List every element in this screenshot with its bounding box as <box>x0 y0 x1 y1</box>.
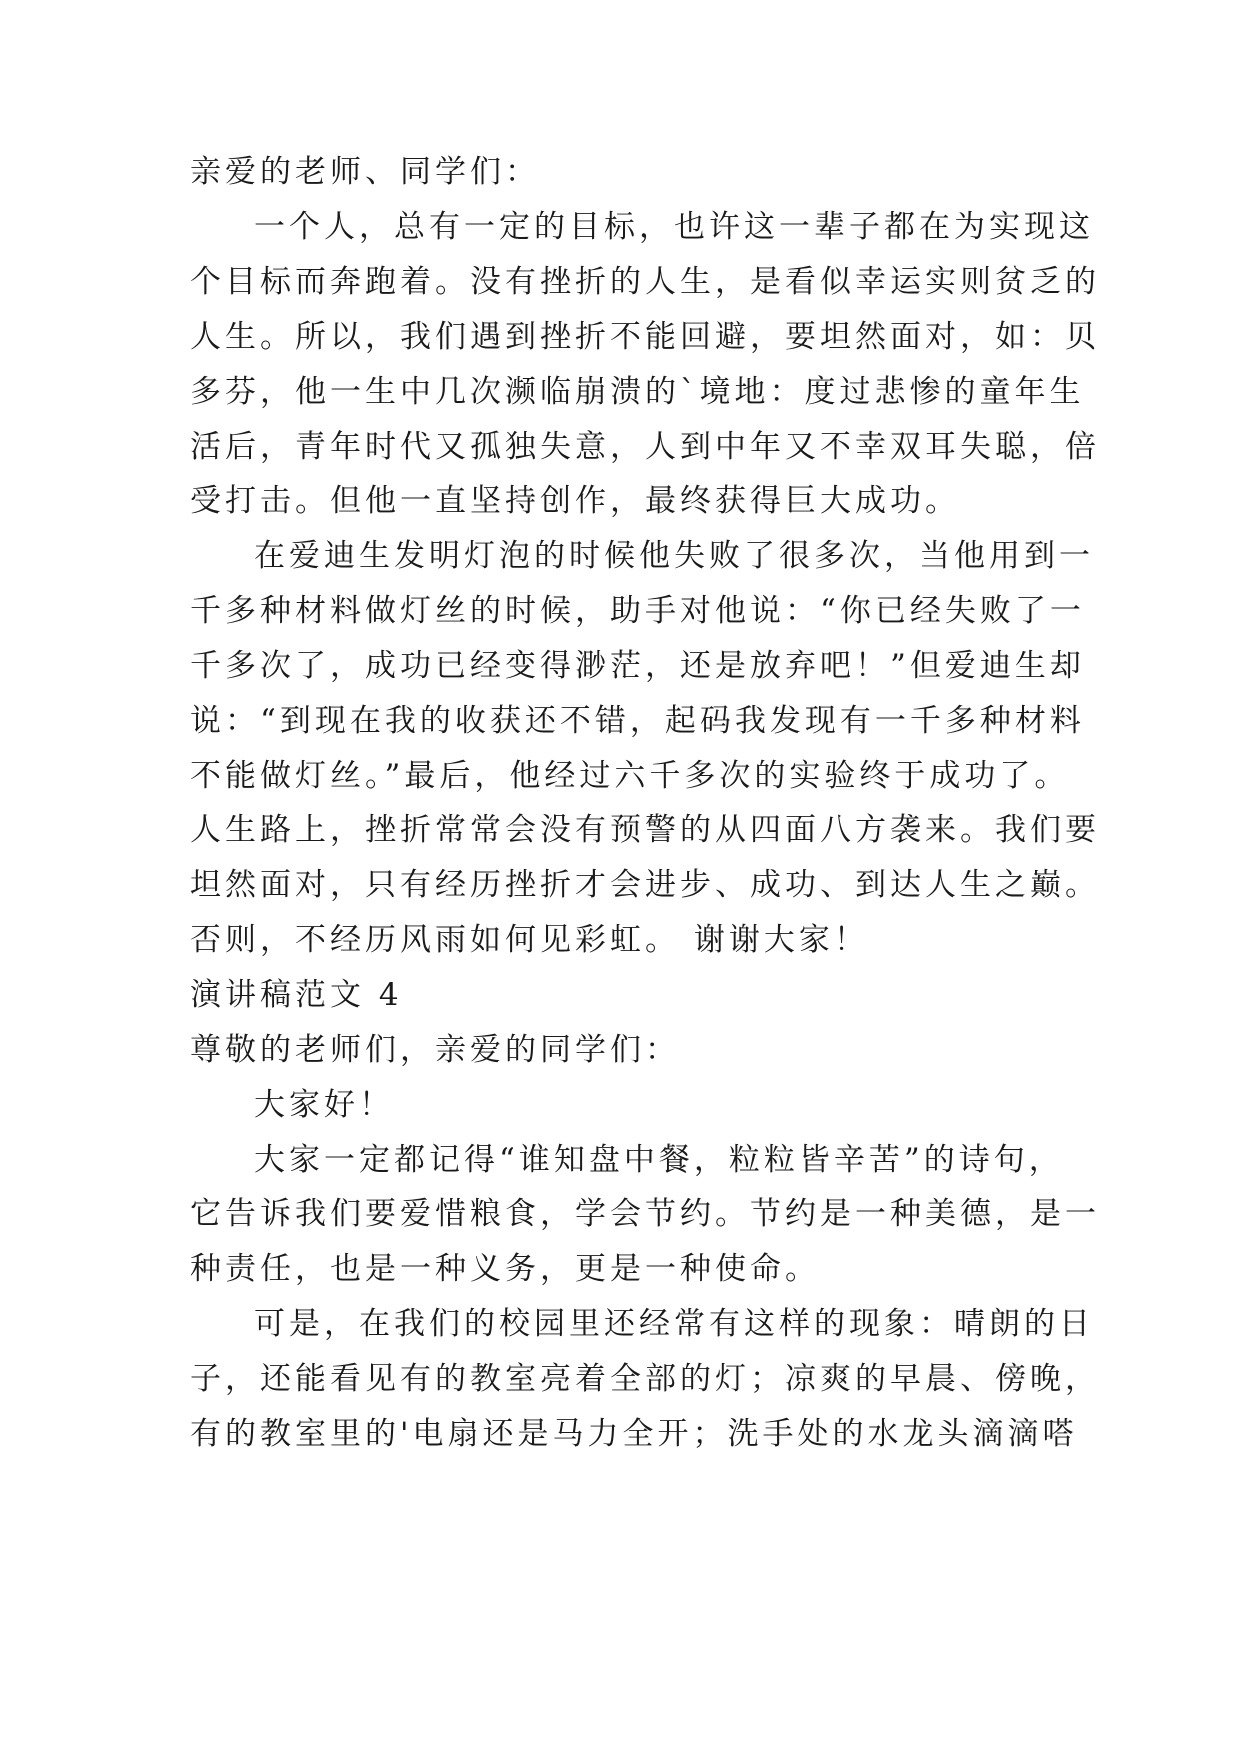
body-line: 说：“到现在我的收获还不错，起码我发现有一千多种材料 <box>190 703 1085 739</box>
body-line: 一个人，总有一定的目标，也许这一辈子都在为实现这 <box>254 209 1094 245</box>
body-line: 子，还能看见有的教室亮着全部的灯；凉爽的早晨、傍晚， <box>190 1361 1100 1397</box>
body-line: 人生路上，挫折常常会没有预警的从四面八方袭来。我们要 <box>190 812 1100 848</box>
salutation-line: 尊敬的老师们，亲爱的同学们： <box>190 1032 680 1068</box>
body-line: 不能做灯丝。”最后，他经过六千多次的实验终于成功了。 <box>190 758 1070 794</box>
body-line: 种责任，也是一种义务，更是一种使命。 <box>190 1251 820 1287</box>
section-heading: 演讲稿范文 4 <box>190 977 403 1013</box>
body-line: 千多次了，成功已经变得渺茫，还是放弃吧！”但爱迪生却 <box>190 648 1085 684</box>
body-line: 千多种材料做灯丝的时候，助手对他说：“你已经失败了一 <box>190 593 1085 629</box>
body-line: 多芬，他一生中几次濒临崩溃的`境地：度过悲惨的童年生 <box>190 374 1085 410</box>
body-line: 个目标而奔跑着。没有挫折的人生，是看似幸运实则贫乏的 <box>190 264 1100 300</box>
body-line: 否则，不经历风雨如何见彩虹。 谢谢大家！ <box>190 922 869 958</box>
body-line: 可是，在我们的校园里还经常有这样的现象：晴朗的日 <box>254 1306 1094 1342</box>
body-line: 在爱迪生发明灯泡的时候他失败了很多次，当他用到一 <box>254 538 1094 574</box>
body-line: 活后，青年时代又孤独失意，人到中年又不幸双耳失聪，倍 <box>190 429 1100 465</box>
body-line: 坦然面对，只有经历挫折才会进步、成功、到达人生之巅。 <box>190 867 1100 903</box>
body-line: 它告诉我们要爱惜粮食，学会节约。节约是一种美德，是一 <box>190 1196 1100 1232</box>
body-line: 大家一定都记得“谁知盘中餐，粒粒皆辛苦”的诗句， <box>254 1142 1064 1178</box>
greeting-line: 大家好！ <box>254 1087 394 1123</box>
body-line: 受打击。但他一直坚持创作，最终获得巨大成功。 <box>190 483 960 519</box>
body-line: 有的教室里的'电扇还是马力全开；洗手处的水龙头滴滴嗒 <box>190 1416 1078 1452</box>
body-line: 人生。所以，我们遇到挫折不能回避，要坦然面对，如：贝 <box>190 319 1100 355</box>
salutation-line: 亲爱的老师、同学们： <box>190 154 540 190</box>
